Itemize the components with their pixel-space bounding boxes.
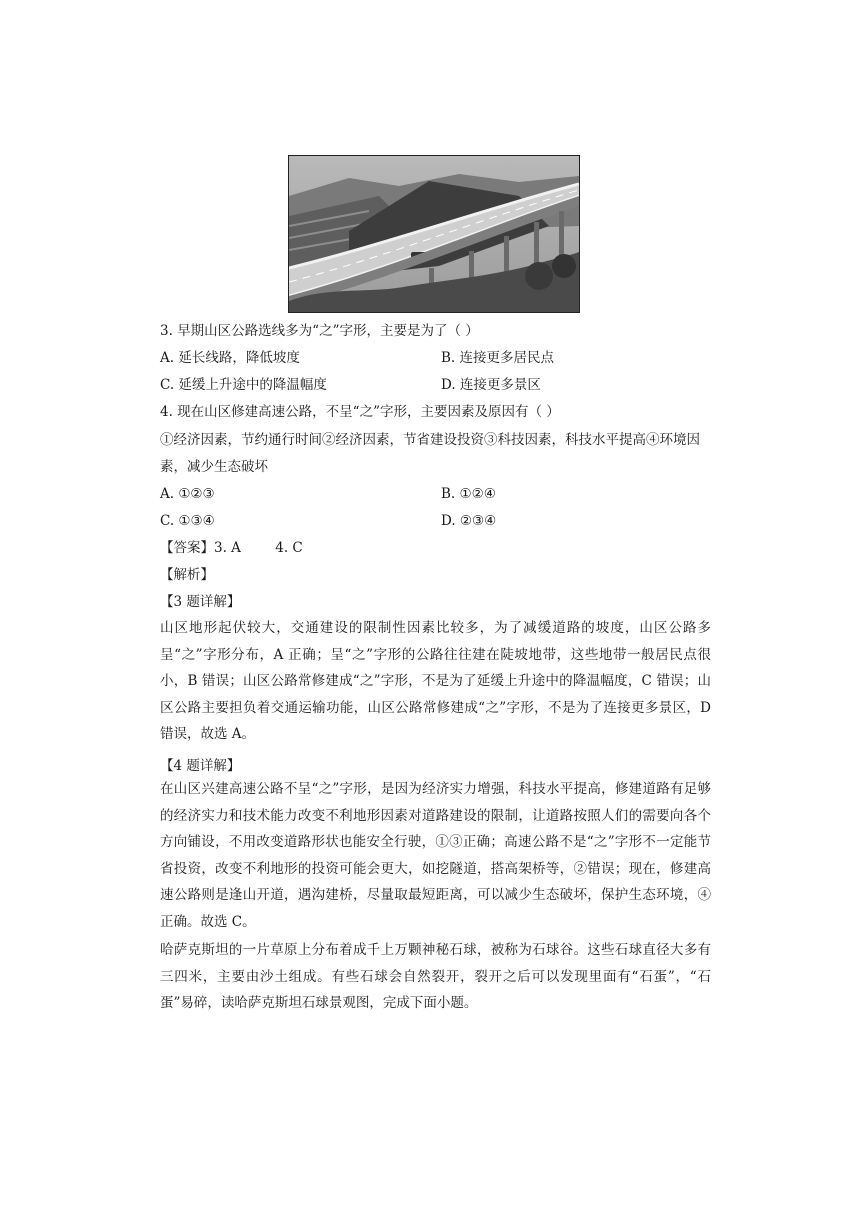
question-4-option-d: D. ②③④ <box>441 513 497 529</box>
question-4-option-b: B. ①②④ <box>441 486 496 502</box>
question-4-option-a: A. ①②③ <box>160 486 215 502</box>
question-3-stem: 3. 早期山区公路选线多为“之”字形，主要是为了（ ） <box>160 323 479 339</box>
question-3-option-d: D. 连接更多景区 <box>441 377 541 393</box>
question-4-stem: 4. 现在山区修建高速公路，不呈“之”字形，主要因素及原因有（ ） <box>160 404 560 420</box>
q4-detail-heading: 【4 题详解】 <box>160 758 241 774</box>
question-4-conditions-line-1: ①经济因素，节约通行时间②经济因素，节省建设投资③科技因素，科技水平提高④环境因 <box>160 432 700 448</box>
question-3-option-c: C. 延缓上升途中的降温幅度 <box>160 377 327 393</box>
question-4-option-c: C. ①③④ <box>160 513 215 529</box>
analysis-heading: 【解析】 <box>160 567 214 583</box>
q3-detail-paragraph: 山区地形起伏较大，交通建设的限制性因素比较多，为了减缓道路的坡度，山区公路多呈“之”字形分布，A 正确；呈“之”字形的公路往往建在陡坡地带，这些地带一般居民点很小，B 错误；山区公路常修建成“之”字形，不是为了延缓上升途中的降温幅度，C 错误；山区公路主要担负着交通运输功能，山区公路常修建成“之”字形，不是为了连接更多景区，D 错误，故选 A。 <box>160 620 711 742</box>
answer-line: 【答案】3. A 4. C <box>160 540 303 556</box>
question-4-conditions-line-2: 素，减少生态破坏 <box>160 459 268 475</box>
question-3-option-b: B. 连接更多居民点 <box>441 350 555 366</box>
q3-detail-heading: 【3 题详解】 <box>160 594 241 610</box>
next-question-intro: 哈萨克斯坦的一片草原上分布着成千上万颗神秘石球，被称为石球谷。这些石球直径大多有三四米，主要由沙土组成。有些石球会自然裂开，裂开之后可以发现里面有“石蛋”，“石蛋”易碎，读哈萨克斯坦石球景观图，完成下面小题。 <box>160 942 711 1011</box>
question-3-option-a: A. 延长线路，降低坡度 <box>160 350 300 366</box>
q4-detail-paragraph: 在山区兴建高速公路不呈“之”字形，是因为经济实力增强，科技水平提高，修建道路有足够的经济实力和技术能力改变不利地形因素对道路建设的限制，让道路按照人们的需要向各个方向铺设，不用改变道路形状也能安全行驶，①③正确；高速公路不是“之”字形不一定能节省投资，改变不利地形的投资可能会更大，如挖隧道，搭高架桥等，②错误；现在，修建高速公路则是逢山开道，遇沟建桥，尽量取最短距离，可以减少生态破坏，保护生态环境，④正确。故选 C。 <box>160 781 711 930</box>
highway-viaduct-photo <box>288 155 580 313</box>
